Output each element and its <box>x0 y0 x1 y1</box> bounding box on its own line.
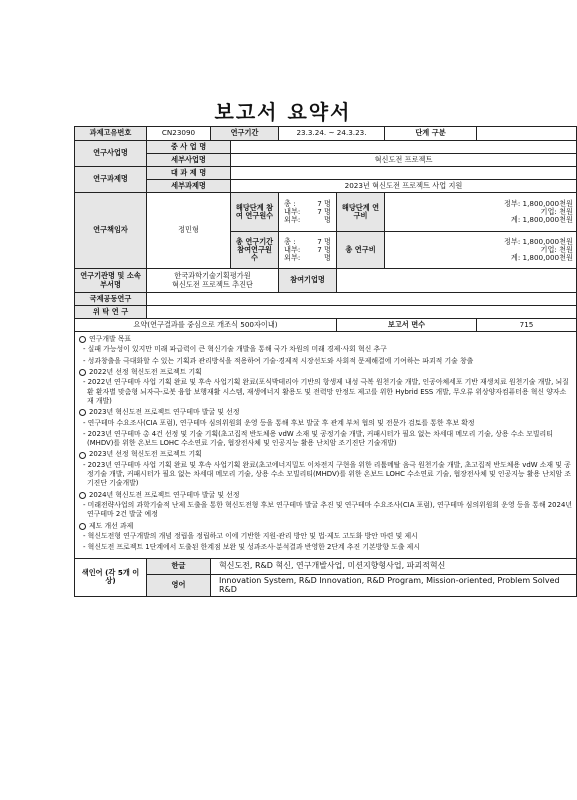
task-no-value: CN23090 <box>147 127 211 141</box>
partner-label: 참여기업명 <box>279 269 337 293</box>
pages-label: 보고서 면수 <box>337 319 477 332</box>
abstract-content <box>75 332 577 559</box>
circle-bullet-icon <box>79 452 86 459</box>
list-item: - 미래전략사업의 과학기술적 난제 도출을 통한 혁신도전형 후보 연구테마 발굴 추진 및 연구테마 수요조사(CIA 포럼), 연구테마 심의위원회 운영 등을 통해 2024년 연구테마 2건 발굴 예정 <box>83 501 572 519</box>
org-value: 한국과학기술기획평가원 혁신도전 프로젝트 추진단 <box>147 269 279 293</box>
list-item: - 2022년 연구테마 사업 기획 완료 및 후속 사업기획 완료(포식박테리아 기반의 항생제 내성 극복 원천기술 개발, 인공아체세포 기반 재생치료 원천기술 개발, 뇌질환 환자별 맞춤형 뇌자극-로봇 융합 보행재활 시스템, 재생에너지 활용도 및 전력망 안정도 제고를 위한 Hybrid ESS 개발, 무오류 위상양자컴퓨터용 혁신 양자소재 개발) <box>83 378 569 405</box>
business-sub-value: 혁신도전 프로젝트 <box>231 154 577 167</box>
intl-label: 국제공동연구 <box>75 293 147 306</box>
list-item: - 혁신도전형 연구개발의 개념 정립을 정립하고 이에 기반한 지원·관리 방안 및 법·제도 고도화 방안 마련 및 제시 <box>83 531 418 540</box>
list-item: - 성과창출을 극대화할 수 있는 기획과 관리방식을 적용하여 기술·경제적 시장선도와 사회적 문제해결에 기여하는 파괴적 기술 창출 <box>83 356 474 365</box>
keywords-ko-value: 혁신도전, R&D 혁신, 연구개발사업, 미션지향형사업, 파괴적혁신 <box>211 558 577 574</box>
project-sub-value: 2023년 혁신도전 프로젝트 사업 지원 <box>231 180 577 193</box>
list-item: - 혁신도전 프로젝트 1단계에서 도출된 한계점 보완 및 성과조사·분석결과 반영한 2단계 추진 기본방향 도출 제시 <box>83 543 420 552</box>
circle-bullet-icon <box>79 369 86 376</box>
researcher-name: 정민형 <box>147 193 231 269</box>
circle-bullet-icon <box>79 492 86 499</box>
project-main-value <box>231 167 577 180</box>
page-title: 보고서 요약서 <box>214 100 352 124</box>
section: 2022년 선정 혁신도전 프로젝트 기획 - 2022년 연구테마 사업 기획 완료 및 후속 사업기획 완료(포식박테리아 기반의 항생제 내성 극복 원천기술 개발, 인공아체세포 기반 재생치료 원천기술 개발, 뇌질환 환자별 맞춤형 뇌자극-로봇 융합 보행재활 시스템, 재생에너지 활용도 및 전력망 안정도 제고를 위한 Hybrid ESS 개발, 무오류 위상양자컴퓨터용 혁신 양자소재 개발) <box>79 368 572 406</box>
period-label: 연구기간 <box>211 127 279 141</box>
period-value: 23.3.24. ~ 24.3.23. <box>279 127 385 141</box>
section: 제도 개선 과제 - 혁신도전형 연구개발의 개념 정립을 정립하고 이에 기반한 지원·관리 방안 및 법·제도 고도화 방안 마련 및 제시 - 혁신도전 프로젝트 1단계에서 도출된 한계점 보완 및 성과조사·분석결과 반영한 2단계 추진 기본방향 도출 제시 <box>79 522 572 553</box>
total-cost-label: 총 연구비 <box>337 232 385 269</box>
stage-label: 단계 구분 <box>385 127 477 141</box>
org-label: 연구기관명 및 소속부서명 <box>75 269 147 293</box>
intl-value <box>147 293 577 306</box>
section: 2024년 혁신도전 프로젝트 연구테마 발굴 및 선정 - 미래전략사업의 과학기술적 난제 도출을 통한 혁신도전형 후보 연구테마 발굴 추진 및 연구테마 수요조사(CIA 포럼), 연구테마 심의위원회 운영 등을 통해 2024년 연구테마 2건 발굴 예정 <box>79 491 572 520</box>
business-label: 연구사업명 <box>75 141 147 167</box>
report-summary-table <box>74 126 577 597</box>
task-no-label: 과제고유번호 <box>75 127 147 141</box>
section: 2023년 혁신도전 프로젝트 연구테마 발굴 및 선정 - 연구테마 수요조사(CIA 포럼), 연구테마 심의위원회 운영 등을 통해 후보 발굴 후 관계 부처 협의 및 전문가 검토를 통한 후보 확정 - 2023년 연구테마 총 4건 선정 및 기술 기획(초고집적 반도체용 vdW 소재 및 공정기술 개발, 커패시터가 필요 없는 차세대 메모리 기술, 상용 수소 모빌리티(MHDV)를 위한 온보드 LOHC 수소연료 기술, 협장전사체 및 인공지능 활용 난치암 조기진단 기술개발) <box>79 408 572 448</box>
keywords-en-label: 영어 <box>147 574 211 596</box>
stage-cost-label: 해당단계 연구비 <box>337 193 385 232</box>
total-cost-values: 정부: 1,800,000천원 기업: 천원 계: 1,800,000천원 <box>385 232 577 269</box>
circle-bullet-icon <box>79 523 86 530</box>
pages-value: 715 <box>477 319 577 332</box>
stage-cost-values: 정부: 1,800,000천원 기업: 천원 계: 1,800,000천원 <box>385 193 577 232</box>
keywords-en-value: Innovation System, R&D Innovation, R&D Program, Mission-oriented, Problem Solved R&D <box>211 574 577 596</box>
section: 2023년 선정 혁신도전 프로젝트 기획 - 2023년 연구테마 사업 기획 완료 및 후속 사업기획 완료(초고에너지밀도 이차전지 구현을 위한 리튬메탈 음극 원천기술 개발, 초고집적 반도체용 vdW 소재 및 공정기술 개발, 커패시터가 필요 없는 차세대 메모리 기술, 상용 수소 모빌리티(MHDV)를 위한 온보드 LOHC 수소연료 기술, 협장전사체 및 인공지능 활용 난치암 조기진단 기술개발) <box>79 450 572 488</box>
stage-people-counts: 총 : 7 명 내부: 7 명 외부: 명 <box>279 193 337 232</box>
consign-label: 위 탁 연 구 <box>75 306 147 319</box>
total-people-counts: 총 : 7 명 내부: 7 명 외부: 명 <box>279 232 337 269</box>
business-main-value <box>231 141 577 154</box>
keywords-label: 색인어 (각 5개 이상) <box>75 558 147 596</box>
researcher-label: 연구책임자 <box>75 193 147 269</box>
list-item: - 2023년 연구테마 사업 기획 완료 및 후속 사업기획 완료(초고에너지밀도 이차전지 구현을 위한 리튬메탈 음극 원천기술 개발, 초고집적 반도체용 vdW 소재 및 공정기술 개발, 커패시터가 필요 없는 차세대 메모리 기술, 상용 수소 모빌리티(MHDV)를 위한 온보드 LOHC 수소연료 기술, 협장전사체 및 인공지능 활용 난치암 조기진단 기술개발) <box>83 460 572 488</box>
stage-value <box>477 127 577 141</box>
project-label: 연구과제명 <box>75 167 147 193</box>
stage-people-label: 해당단계 참여 연구원수 <box>231 193 279 232</box>
list-item: - 연구테마 수요조사(CIA 포럼), 연구테마 심의위원회 운영 등을 통해 후보 발굴 후 관계 부처 협의 및 전문가 검토를 통한 후보 확정 <box>83 418 475 427</box>
abstract-label: 요약(연구결과를 중심으로 개조식 500자이내) <box>75 319 337 332</box>
partner-value <box>337 269 577 293</box>
keywords-ko-label: 한글 <box>147 558 211 574</box>
project-main-label: 대 과 제 명 <box>147 167 231 180</box>
business-main-label: 중 사 업 명 <box>147 141 231 154</box>
section: 연구개발 목표 - 실패 가능성이 있지만 미래 파급력이 큰 혁신기술 개발을 통해 국가 차원의 미래 경제·사회 혁신 추구 - 성과창출을 극대화할 수 있는 기획과 관리방식을 적용하여 기술·경제적 시장선도와 사회적 문제해결에 기여하는 파괴적 기술 창출 <box>79 335 572 366</box>
total-people-label: 총 연구기간 참여연구원 수 <box>231 232 279 269</box>
circle-bullet-icon <box>79 336 86 343</box>
circle-bullet-icon <box>79 409 86 416</box>
project-sub-label: 세부과제명 <box>147 180 231 193</box>
list-item: - 실패 가능성이 있지만 미래 파급력이 큰 혁신기술 개발을 통해 국가 차원의 미래 경제·사회 혁신 추구 <box>83 345 387 354</box>
consign-value <box>147 306 577 319</box>
business-sub-label: 세부사업명 <box>147 154 231 167</box>
list-item: - 2023년 연구테마 총 4건 선정 및 기술 기획(초고집적 반도체용 vdW 소재 및 공정기술 개발, 커패시터가 필요 없는 차세대 메모리 기술, 상용 수소 모빌리티(MHDV)를 위한 온보드 LOHC 수소연료 기술, 협장전사체 및 인공지능 활용 난치암 조기진단 기술개발) <box>83 429 553 448</box>
